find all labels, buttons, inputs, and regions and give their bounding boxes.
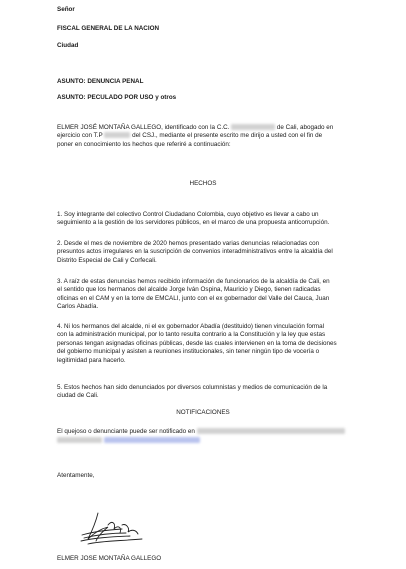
- fact-4: [57, 323, 357, 365]
- hechos-heading: HECHOS: [189, 180, 217, 187]
- fact-5: [57, 384, 357, 401]
- fact-2-line: 2. Desde el mes de noviembre de 2020 hemos presentado varias denuncias relacionadas con: [57, 240, 320, 247]
- fact-5-line: 5. Estos hechos han sido denunciados por diversos columnistas y medios de comunicación de la: [57, 384, 328, 391]
- fact-2-line: presuntos actos irregulares en la suscripción de convenios interadministrativos entre la alcaldía del: [57, 248, 333, 256]
- city: Ciudad: [57, 42, 79, 49]
- notification-text: El quejoso o denunciante puede ser notificado en: [57, 428, 195, 435]
- fact-3-line: 3. A raíz de estas denuncias hemos recibido información de funcionarios de la alcaldía de Cali, en: [57, 278, 330, 285]
- fact-4-line: del gobierno municipal y asisten a reuniones institucionales, sin tener ningún tipo de vocería o: [57, 348, 320, 356]
- fact-1-line: 1. Soy integrante del colectivo Control Ciudadano Colombia, cuyo objetivo es llevar a cabo un: [57, 211, 319, 218]
- fact-2: [57, 240, 357, 265]
- closing: Atentamente,: [57, 472, 95, 479]
- fact-4-line: 4. Ni los hermanos del alcalde, ni el ex gobernador Abadía (destituido) tienen vinculación formal: [57, 323, 325, 330]
- subject-line-2: ASUNTO: PECULADO POR USO y otros: [57, 94, 177, 101]
- salutation: Señor: [57, 6, 75, 13]
- fact-3: [57, 278, 357, 312]
- redacted-tp-number: [104, 132, 130, 138]
- notification-line: [57, 428, 345, 436]
- fact-4-line: personas tengan asignadas oficinas públicas, desde las cuales intervienen en la toma de decisiones: [57, 339, 337, 347]
- intro-line-2b: del CSJ., mediante el presente escrito me dirijo a usted con el fin de: [132, 132, 323, 140]
- fact-3-line: oficinas en el CAM y en la torre de EMCALI, junto con el ex gobernador del Valle del Cauca, Juan: [57, 294, 330, 302]
- fact-3-line: el sentido que los hermanos del alcalde Jorge Iván Ospina, Mauricio y Diego, tienen radicadas: [57, 286, 321, 294]
- signature-name: ELMER JOSE MONTAÑA GALLEGO: [57, 555, 162, 562]
- intro-line-1b: de Cali, abogado en: [276, 124, 334, 131]
- intro-line-1a: ELMER JOSÉ MONTAÑA GALLEGO, identificado con la C.C.: [57, 124, 230, 131]
- fact-3-line: Carlos Abadía.: [57, 303, 99, 311]
- fact-1-line: seguimiento a la gestión de los servidores públicos, en el marco de una propuesta anticorrupción.: [57, 219, 330, 227]
- fact-1: [57, 211, 357, 228]
- notificaciones-heading: NOTIFICACIONES: [176, 409, 230, 416]
- redacted-id-number: [231, 124, 275, 130]
- intro-line-3: poner en conocimiento los hechos que referiré a continuación:: [57, 140, 231, 148]
- redacted-phone: [57, 437, 102, 443]
- redacted-email-link[interactable]: [104, 437, 200, 443]
- intro-line-2a: ejercicio con T.P: [57, 132, 103, 140]
- handwritten-signature: [78, 505, 148, 547]
- fact-2-line: Distrito Especial de Cali y Corfecali.: [57, 256, 157, 264]
- notification-email-line: [57, 437, 200, 445]
- fact-5-line: ciudad de Cali.: [57, 392, 99, 400]
- fact-4-line: con la administración municipal, por lo tanto resulta contrario a la Constitución y la ley que estas: [57, 331, 326, 339]
- addressee: FISCAL GENERAL DE LA NACION: [57, 25, 160, 32]
- fact-4-line: legitimidad para hacerlo.: [57, 356, 126, 364]
- redacted-address: [197, 428, 345, 434]
- intro-paragraph: [57, 124, 357, 149]
- subject-line-1: ASUNTO: DENUNCIA PENAL: [57, 78, 144, 85]
